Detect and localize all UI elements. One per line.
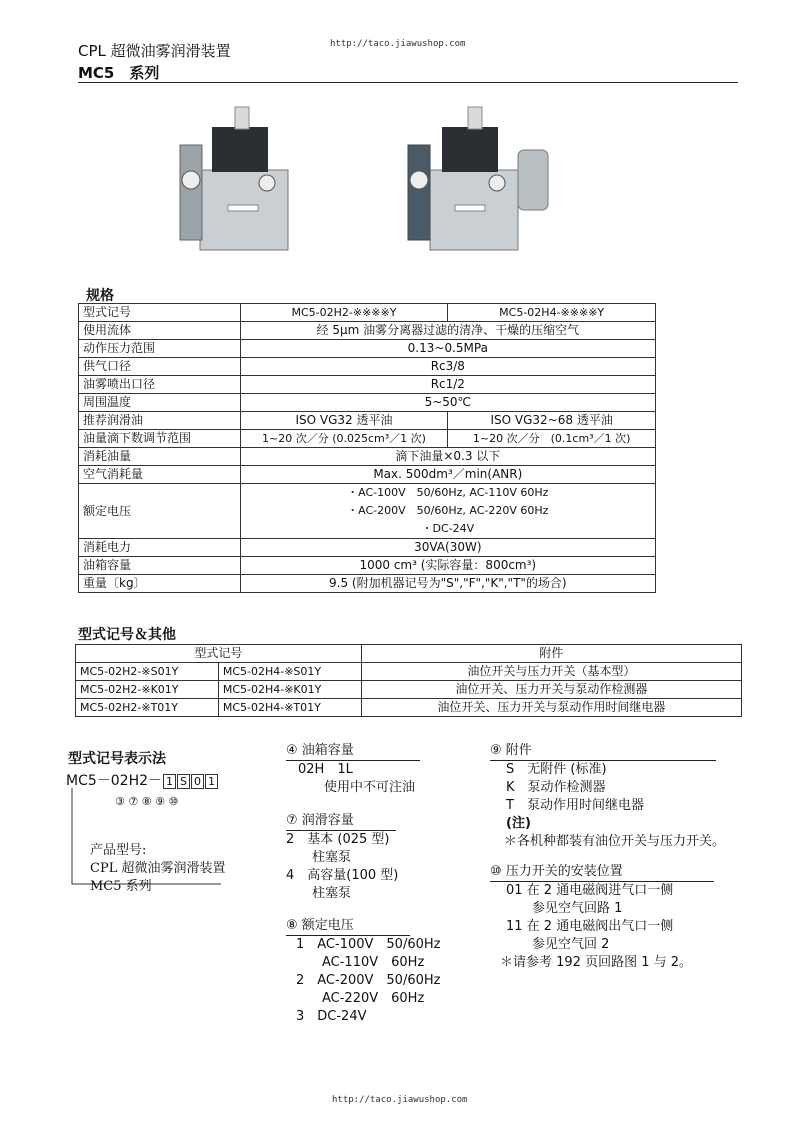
spec-heading: 规格 bbox=[86, 288, 114, 304]
sec8-line: 1 AC-100V 50/60Hz bbox=[296, 937, 441, 952]
sec7-block bbox=[286, 812, 398, 903]
spec-value: 0.13~0.5MPa bbox=[240, 340, 655, 358]
sec4-title: ④ 油箱容量 bbox=[286, 742, 420, 761]
table-row bbox=[79, 539, 656, 557]
table-row bbox=[79, 304, 656, 322]
spec-label: 消耗油量 bbox=[79, 448, 241, 466]
model-code: MC5-02H4-※T01Y bbox=[218, 699, 361, 717]
model-code: MC5-02H2-※T01Y bbox=[76, 699, 219, 717]
spec-value: Max. 500dm³／min(ANR) bbox=[240, 466, 655, 484]
sec8-title: ⑧ 额定电压 bbox=[286, 917, 410, 936]
spec-label: 空气消耗量 bbox=[79, 466, 241, 484]
code-box: 1 bbox=[205, 774, 218, 789]
product-image-mc5-02h4 bbox=[400, 105, 560, 255]
sec8-line: 3 DC-24V bbox=[296, 1009, 367, 1024]
sec9-block bbox=[490, 742, 725, 851]
spec-value: 滴下油量×0.3 以下 bbox=[240, 448, 655, 466]
table-row bbox=[79, 376, 656, 394]
voltage-line: ・AC-200V 50/60Hz, AC-220V 60Hz bbox=[347, 504, 549, 517]
sec7-line: 柱塞泵 bbox=[286, 850, 352, 865]
models-table bbox=[75, 644, 742, 717]
sec8-line: 2 AC-200V 50/60Hz bbox=[296, 973, 441, 988]
voltage-line: ・AC-100V 50/60Hz, AC-110V 60Hz bbox=[347, 486, 549, 499]
sec9-note: ＊各机种都装有油位开关与压力开关。 bbox=[504, 834, 726, 849]
table-row bbox=[79, 430, 656, 448]
model-code: MC5-02H2-※S01Y bbox=[76, 663, 219, 681]
table-row bbox=[79, 466, 656, 484]
table-row bbox=[79, 358, 656, 376]
spec-label: 油雾喷出口径 bbox=[79, 376, 241, 394]
sec8-line: AC-220V 60Hz bbox=[296, 991, 425, 1006]
spec-value: 30VA(30W) bbox=[240, 539, 655, 557]
spec-value: MC5-02H2-※※※※Y bbox=[240, 304, 448, 322]
spec-value: 1000 cm³ (实际容量：800cm³) bbox=[240, 557, 655, 575]
sec9-note-title: (注) bbox=[506, 816, 531, 831]
table-row bbox=[79, 340, 656, 358]
table-row bbox=[79, 557, 656, 575]
table-row bbox=[76, 645, 742, 663]
table-row bbox=[76, 663, 742, 681]
models-heading: 型式记号＆其他 bbox=[78, 627, 176, 643]
marker: ⑧ bbox=[141, 795, 152, 808]
spec-label: 消耗电力 bbox=[79, 539, 241, 557]
spec-label: 推荐润滑油 bbox=[79, 412, 241, 430]
sec10-block bbox=[490, 863, 714, 972]
table-row bbox=[79, 484, 656, 539]
code-box: 0 bbox=[191, 774, 204, 789]
sec9-line: K 泵动作检测器 bbox=[506, 780, 606, 795]
spec-value: 9.5 (附加机器记号为"S","F","K","T"的场合) bbox=[240, 575, 655, 593]
marker: ⑩ bbox=[168, 795, 179, 808]
sec10-title: ⑩ 压力开关的安装位置 bbox=[490, 863, 714, 882]
product-label-block bbox=[90, 842, 225, 896]
accessory: 油位开关、压力开关与泵动作用时间继电器 bbox=[361, 699, 741, 717]
spec-table bbox=[78, 303, 656, 593]
col-header: 型式记号 bbox=[76, 645, 362, 663]
sec10-line: 01 在 2 通电磁阀进气口一侧 bbox=[506, 883, 674, 898]
sec4-line: 使用中不可注油 bbox=[298, 780, 416, 795]
sec9-title: ⑨ 附件 bbox=[490, 742, 716, 761]
code-prefix: MC5－02H2－ bbox=[66, 773, 163, 789]
spec-label: 周围温度 bbox=[79, 394, 241, 412]
sec7-title: ⑦ 润滑容量 bbox=[286, 812, 396, 831]
spec-label: 油箱容量 bbox=[79, 557, 241, 575]
sec10-line: ＊请参考 192 页回路图 1 与 2。 bbox=[500, 955, 693, 970]
sec10-line: 参见空气回路 1 bbox=[506, 901, 623, 916]
code-box: 1 bbox=[163, 774, 176, 789]
table-row bbox=[79, 394, 656, 412]
voltage-line: ・DC-24V bbox=[421, 522, 475, 535]
url-top[interactable]: http://taco.jiawushop.com bbox=[330, 39, 466, 49]
table-row bbox=[76, 681, 742, 699]
table-row bbox=[76, 699, 742, 717]
spec-label: 型式记号 bbox=[79, 304, 241, 322]
header-rule bbox=[78, 82, 738, 83]
url-bottom[interactable]: http://taco.jiawushop.com bbox=[332, 1095, 468, 1105]
product-series: MC5 系列 bbox=[90, 879, 152, 894]
sec10-line: 11 在 2 通电磁阀出气口一侧 bbox=[506, 919, 674, 934]
product-image-mc5-02h2 bbox=[170, 105, 300, 255]
spec-value: 5~50℃ bbox=[240, 394, 655, 412]
series-title: MC5 系列 bbox=[78, 64, 160, 82]
sec4-block bbox=[286, 742, 420, 797]
spec-label: 使用流体 bbox=[79, 322, 241, 340]
sec10-line: 参见空气回 2 bbox=[506, 937, 610, 952]
marker: ⑨ bbox=[155, 795, 165, 808]
col-header: 附件 bbox=[361, 645, 741, 663]
spec-value: ISO VG32 透平油 bbox=[240, 412, 448, 430]
table-row bbox=[79, 448, 656, 466]
model-code: MC5-02H2-※K01Y bbox=[76, 681, 219, 699]
spec-label: 动作压力范围 bbox=[79, 340, 241, 358]
legend-heading: 型式记号表示法 bbox=[68, 751, 166, 767]
sec9-line: S 无附件 (标准) bbox=[506, 762, 607, 777]
table-row bbox=[79, 575, 656, 593]
spec-label: 重量〔kg〕 bbox=[79, 575, 241, 593]
spec-value: Rc1/2 bbox=[240, 376, 655, 394]
sec8-block bbox=[286, 917, 440, 1026]
sec7-line: 2 基本 (025 型) bbox=[286, 832, 390, 847]
spec-value: 1~20 次／分 (0.1cm³／1 次) bbox=[448, 430, 656, 448]
doc-title: CPL 超微油雾润滑装置 bbox=[78, 42, 231, 60]
sec7-line: 柱塞泵 bbox=[286, 886, 352, 901]
spec-value bbox=[240, 484, 655, 539]
sec7-line: 4 高容量(100 型) bbox=[286, 868, 399, 883]
sec4-line: 02H 1L bbox=[298, 762, 353, 777]
marker: ③ bbox=[115, 795, 125, 808]
spec-value: 1~20 次／分 (0.025cm³／1 次) bbox=[240, 430, 448, 448]
marker: ⑦ bbox=[128, 795, 139, 808]
spec-label: 额定电压 bbox=[79, 484, 241, 539]
spec-value: MC5-02H4-※※※※Y bbox=[448, 304, 656, 322]
code-box: S bbox=[177, 774, 190, 789]
spec-value: Rc3/8 bbox=[240, 358, 655, 376]
sec8-line: AC-110V 60Hz bbox=[296, 955, 425, 970]
model-code: MC5-02H4-※K01Y bbox=[218, 681, 361, 699]
accessory: 油位开关、压力开关与泵动作检测器 bbox=[361, 681, 741, 699]
product-name: CPL 超微油雾润滑装置 bbox=[90, 861, 226, 876]
product-label: 产品型号: bbox=[90, 843, 147, 858]
spec-label: 油量滴下数调节范围 bbox=[79, 430, 241, 448]
table-row bbox=[79, 322, 656, 340]
model-code: MC5-02H4-※S01Y bbox=[218, 663, 361, 681]
sec9-line: T 泵动作用时间继电器 bbox=[506, 798, 644, 813]
table-row bbox=[79, 412, 656, 430]
spec-label: 供气口径 bbox=[79, 358, 241, 376]
accessory: 油位开关与压力开关（基本型） bbox=[361, 663, 741, 681]
spec-value: 经 5μm 油雾分离器过滤的清净、干燥的压缩空气 bbox=[240, 322, 655, 340]
spec-value: ISO VG32~68 透平油 bbox=[448, 412, 656, 430]
